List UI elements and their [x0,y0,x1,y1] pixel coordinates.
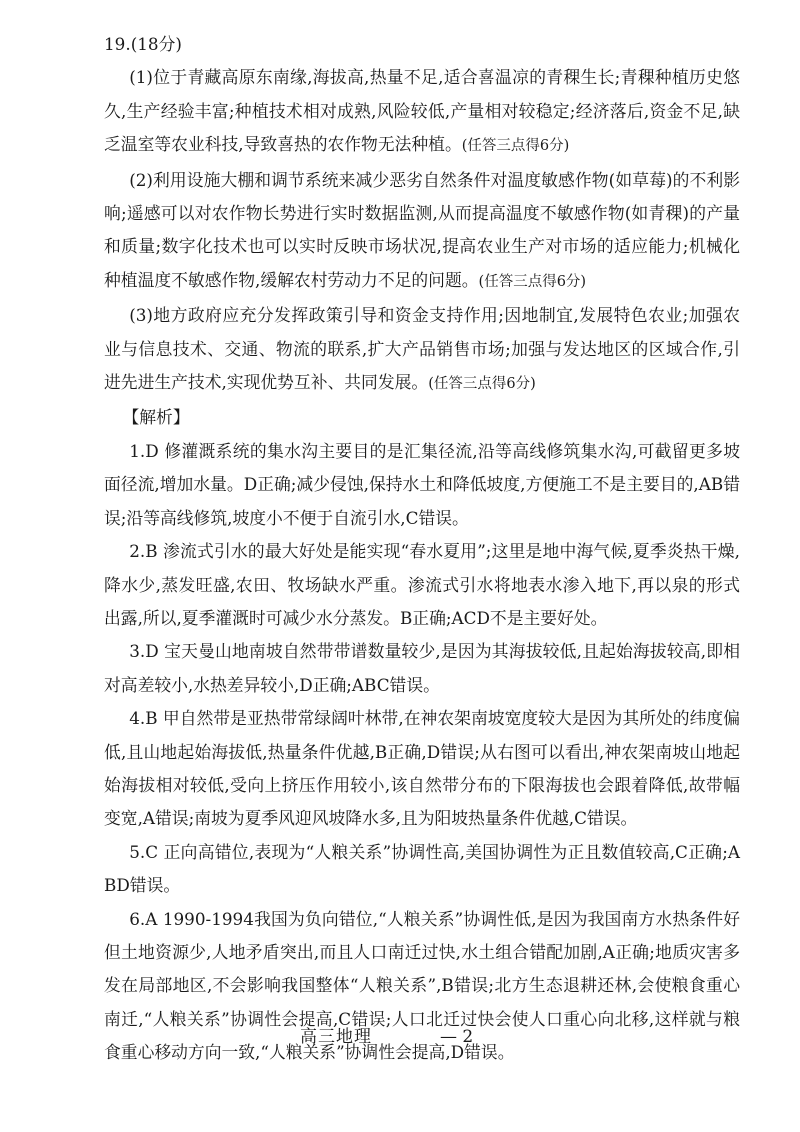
answer-part-1-score: (任答三点得6分) [461,138,570,155]
answer-part-1-text: (1)位于青藏高原东南缘,海拔高,热量不足,适合喜温凉的青稞生长;青稞种植历史悠久,生产经验丰富;种植技术相对成熟,风险较低,产量相对较稳定;经济落后,资金不足,缺乏温室等农业科技,导致喜热的农作物无法种植。 [104,67,740,155]
page-content [104,28,740,1070]
answer-part-3-text: (3)地方政府应充分发挥政策引导和资金支持作用;因地制宜,发展特色农业;加强农业与信息技术、交通、物流的联系,扩大产品销售市场;加强与发达地区的区域合作,引进先进生产技术,实现优势互补、共同发展。 [104,305,740,393]
answer-part-2 [104,164,740,300]
answer-part-2-score: (任答三点得6分) [478,273,587,290]
analysis-item-2: 2.B 渗流式引水的最大好处是能实现“春水夏用”;这里是地中海气候,夏季炎热干燥,降水少,蒸发旺盛,农田、牧场缺水严重。渗流式引水将地表水渗入地下,再以泉的形式出露,所以,夏季灌溉时可减少水分蒸发。B正确;ACD不是主要好处。 [104,541,740,628]
answer-part-1 [104,61,740,163]
footer-page-number: — 2 [440,1027,474,1047]
answer-part-3 [104,299,740,401]
analysis-item-3: 3.D 宝天曼山地南坡自然带带谱数量较少,是因为其海拔较低,且起始海拔较高,即相对高差较小,水热差异较小,D正确;ABC错误。 [104,641,740,695]
answer-part-3-score: (任答三点得6分) [428,376,536,393]
analysis-item-6: 6.A 1990-1994我国为负向错位,“人粮关系”协调性低,是因为我国南方水热条件好但土地资源少,人地矛盾突出,而且人口南迁过快,水土组合错配加剧,A正确;地质灾害多发在局部地区,不会影响我国整体“人粮关系”,B错误;北方生态退耕还林,会使粮食重心南迁,“人粮关系”协调性会提高,C错误;人口北迁过快会使人口重心向北移,这样就与粮食重心移动方向一致,“人粮关系”协调性会提高,D错误。 [104,908,740,1063]
analysis-label: 【解析】 [122,407,190,428]
analysis-item-5: 5.C 正向高错位,表现为“人粮关系”协调性高,美国协调性为正且数值较高,C正确;ABD错误。 [104,841,740,896]
analysis-item-1: 1.D 修灌溉系统的集水沟主要目的是汇集径流,沿等高线修筑集水沟,可截留更多坡面径流,增加水量。D正确;减少侵蚀,保持水土和降低坡度,方便施工不是主要目的,AB错误;沿等高线修筑,坡度小不便于自流引水,C错误。 [104,440,740,528]
analysis-item-4: 4.B 甲自然带是亚热带常绿阔叶林带,在神农架南坡宽度较大是因为其所处的纬度偏低,且山地起始海拔低,热量条件优越,B正确,D错误;从右图可以看出,神农架南坡山地起始海拔相对较低,受向上挤压作用较小,该自然带分布的下限海拔也会跟着降低,故带幅变宽,A错误;南坡为夏季风迎风坡降水多,且为阳坡热量条件优越,C错误。 [104,708,740,829]
answer-part-2-text: (2)利用设施大棚和调节系统来减少恶劣自然条件对温度敏感作物(如草莓)的不利影响;遥感可以对农作物长势进行实时数据监测,从而提高温度不敏感作物(如青稞)的产量和质量;数字化技术也可以实时反映市场状况,提高农业生产对市场的适应能力;机械化种植温度不敏感作物,缓解农村劳动力不足的问题。 [104,169,740,290]
footer-subject: 高三地理 [300,1027,372,1047]
question-header: 19.(18分) [104,34,182,54]
